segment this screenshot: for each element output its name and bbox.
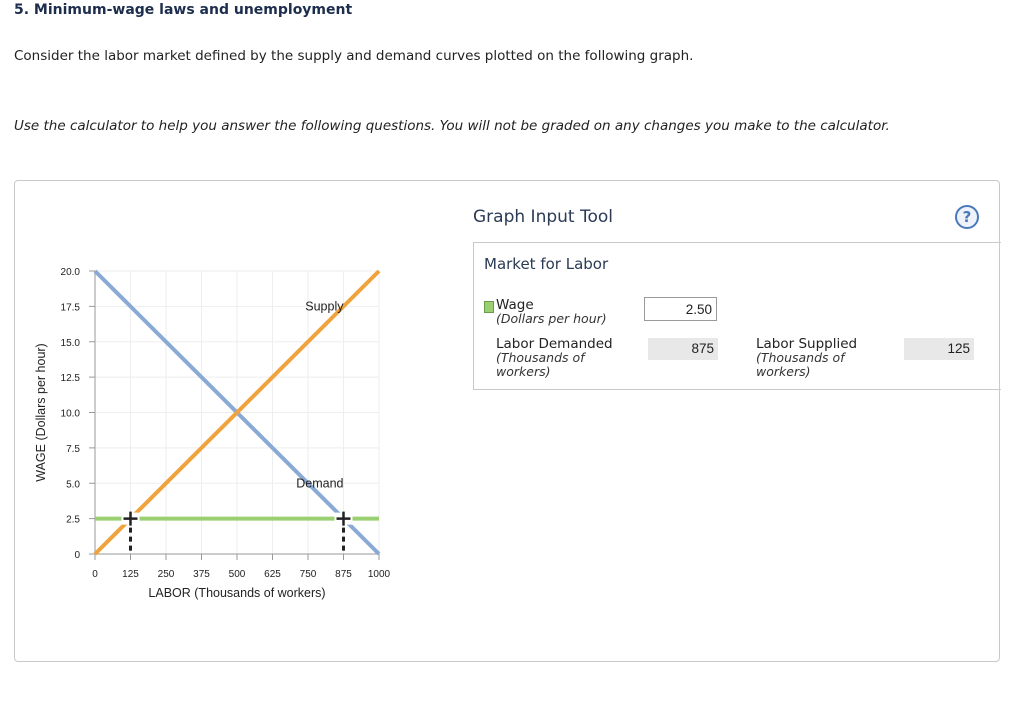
wage-input[interactable] [644, 297, 717, 321]
x-tick-label: 625 [264, 569, 281, 580]
labor-demanded-unit-2: workers) [496, 364, 551, 379]
x-tick-label: 750 [299, 569, 317, 580]
y-tick-label: 20.0 [60, 267, 80, 278]
x-tick-label: 125 [122, 569, 139, 580]
y-tick-label: 10.0 [60, 408, 80, 420]
labor-supplied-label: Labor Supplied [756, 336, 858, 352]
labor-supplied-value: 125 [904, 338, 974, 360]
graph-input-tool-title: Graph Input Tool [473, 207, 613, 227]
labor-market-graph[interactable] [15, 181, 455, 621]
x-tick-label: 1000 [367, 569, 391, 580]
labor-demanded-label: Labor Demanded [496, 336, 613, 352]
wage-swatch-icon [484, 301, 494, 313]
x-tick-label: 250 [157, 569, 175, 580]
y-tick-label: 15.0 [60, 337, 80, 349]
labor-supplied-unit: (Thousands of [756, 350, 845, 365]
calculator-note: Use the calculator to help you answer the following questions. You will not be graded on any changes you make to the calculator. [14, 118, 890, 134]
question-title: 5. Minimum-wage laws and unemployment [14, 2, 353, 18]
market-for-labor-box [473, 242, 1001, 390]
supply-curve-label: Supply [305, 299, 344, 314]
y-tick-label: 0 [74, 550, 80, 561]
wage-label: Wage [496, 297, 534, 313]
help-icon[interactable]: ? [955, 205, 979, 229]
market-title: Market for Labor [484, 255, 609, 273]
y-tick-label: 12.5 [60, 373, 80, 385]
labor-demanded-value: 875 [648, 338, 718, 360]
demand-curve-label: Demand [296, 476, 344, 491]
y-tick-label: 2.5 [66, 514, 80, 526]
labor-demanded-unit: (Thousands of [496, 350, 585, 365]
x-tick-label: 500 [228, 569, 246, 580]
x-tick-label: 375 [193, 569, 210, 580]
x-axis-title: LABOR (Thousands of workers) [148, 586, 326, 600]
y-axis-title: WAGE (Dollars per hour) [34, 343, 48, 482]
y-tick-label: 17.5 [60, 302, 80, 314]
question-intro: Consider the labor market defined by the supply and demand curves plotted on the following graph. [14, 48, 694, 64]
y-tick-label: 5.0 [66, 479, 80, 491]
labor-supplied-unit-2: workers) [756, 364, 811, 379]
x-tick-label: 0 [92, 569, 98, 580]
x-tick-label: 875 [335, 569, 352, 580]
y-tick-label: 7.5 [66, 443, 80, 455]
wage-unit: (Dollars per hour) [496, 311, 607, 326]
graph-panel [14, 180, 1000, 662]
